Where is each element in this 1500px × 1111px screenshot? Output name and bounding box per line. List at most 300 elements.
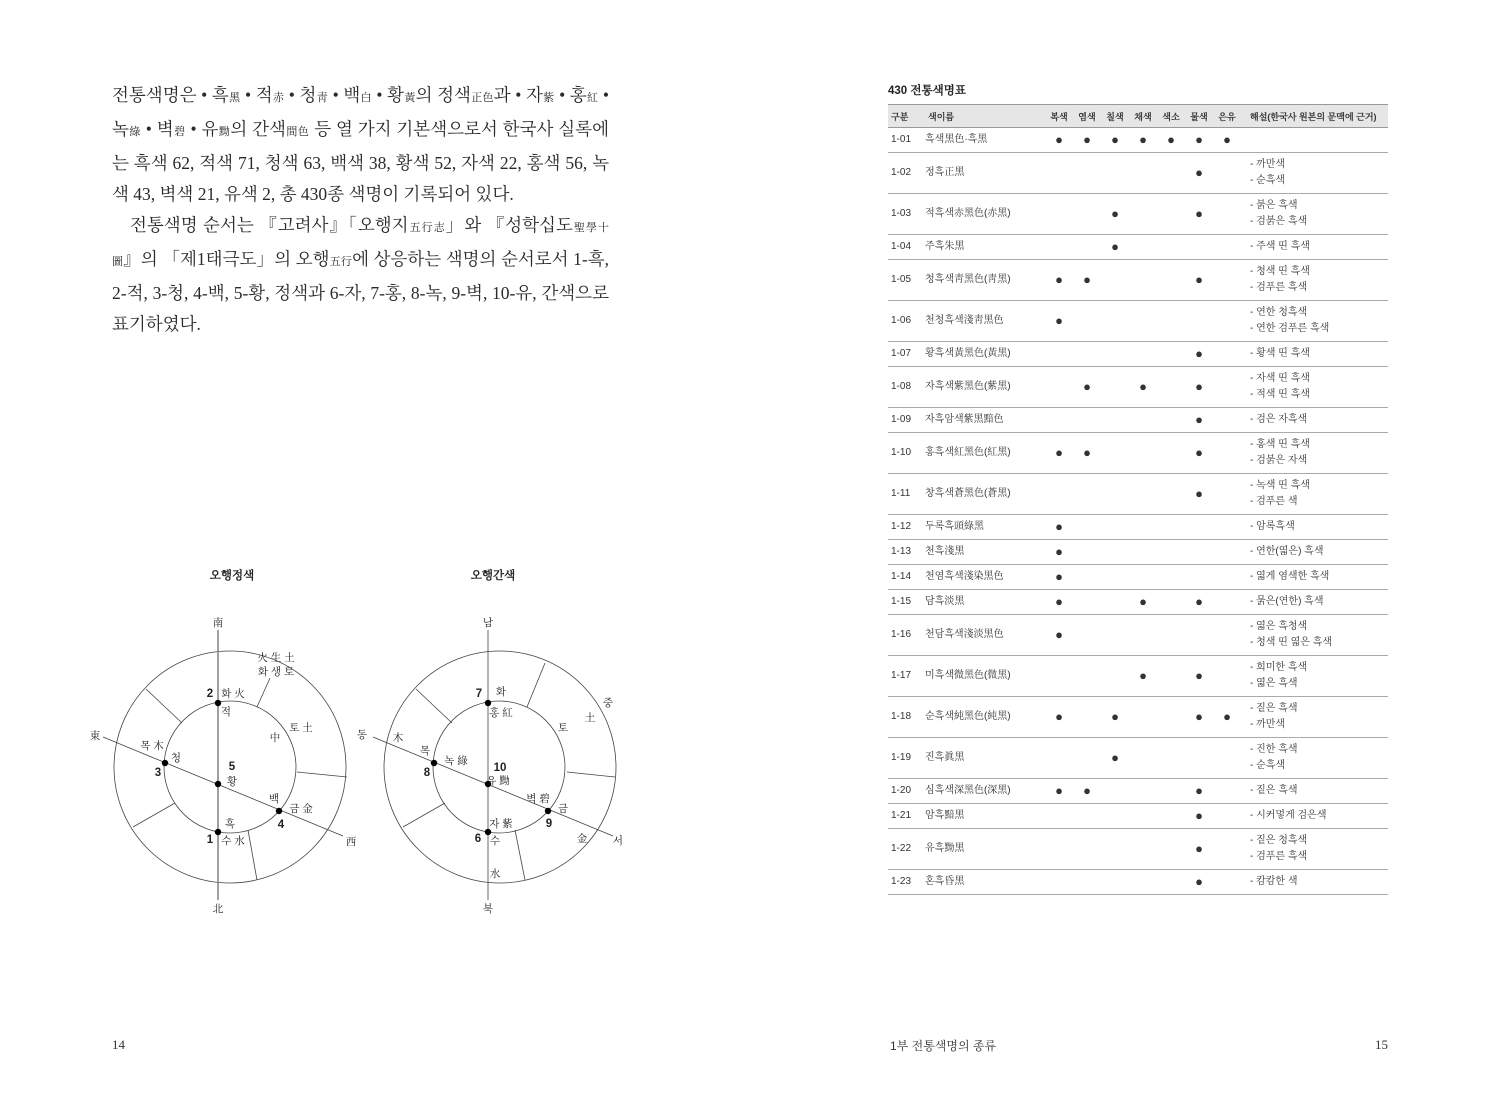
label: 벽 碧 <box>526 793 550 805</box>
usage-mark-복색 <box>1045 474 1073 515</box>
description <box>1241 235 1388 260</box>
color-name: 심흑색深黑色(深黑) <box>925 779 1045 804</box>
usage-mark-채색 <box>1129 342 1157 367</box>
color-name: 천청흑색淺靑黑色 <box>925 301 1045 342</box>
usage-mark-물색: ● <box>1185 474 1213 515</box>
description-line: - 녹색 띤 흑색 <box>1250 480 1310 491</box>
usage-mark-색소 <box>1157 870 1185 895</box>
color-name: 자흑색紫黑色(紫黑) <box>925 367 1045 408</box>
color-name: 천담흑색淺淡黑色 <box>925 615 1045 656</box>
color-name: 황흑색黃黑色(黃黑) <box>925 342 1045 367</box>
usage-mark-염색: ● <box>1073 433 1101 474</box>
hanja-annotation: 五行志 <box>408 222 446 234</box>
usage-mark-채색 <box>1129 301 1157 342</box>
description <box>1241 515 1388 540</box>
description-line: - 짙은 청흑색 <box>1250 835 1308 846</box>
usage-mark-칠색: ● <box>1101 194 1129 235</box>
usage-mark-복색: ● <box>1045 433 1073 474</box>
usage-mark-칠색 <box>1101 474 1129 515</box>
description-line: - 연한 검푸른 흑색 <box>1250 323 1330 334</box>
ring-divider <box>146 689 182 723</box>
usage-mark-은유 <box>1213 779 1241 804</box>
usage-mark-채색: ● <box>1129 656 1157 697</box>
description-line: - 짙은 흑색 <box>1250 703 1298 714</box>
usage-mark-염색 <box>1073 342 1101 367</box>
usage-mark-물색 <box>1185 738 1213 779</box>
description-line: - 검붉은 흑색 <box>1250 216 1308 227</box>
table-row <box>888 367 1388 408</box>
row-code: 1-01 <box>888 128 925 153</box>
row-code: 1-16 <box>888 615 925 656</box>
hanja-annotation: 間色 <box>285 126 310 138</box>
usage-mark-염색 <box>1073 235 1101 260</box>
hanja-annotation: 紫 <box>542 92 555 104</box>
description-line: - 적색 띤 흑색 <box>1250 389 1310 400</box>
usage-mark-은유: ● <box>1213 697 1241 738</box>
usage-mark-색소 <box>1157 565 1185 590</box>
description <box>1241 590 1388 615</box>
diagram-title: 오행간색 <box>470 570 516 582</box>
table-row <box>888 656 1388 697</box>
ring-divider <box>527 663 545 707</box>
ring-divider <box>515 830 525 880</box>
usage-mark-복색: ● <box>1045 697 1073 738</box>
label: 적 <box>220 706 232 718</box>
usage-mark-염색 <box>1073 515 1101 540</box>
description <box>1241 367 1388 408</box>
hanja-annotation: 正色 <box>470 92 494 104</box>
description <box>1241 540 1388 565</box>
usage-mark-염색 <box>1073 153 1101 194</box>
description-line: - 순흑색 <box>1250 760 1286 771</box>
usage-mark-은유 <box>1213 474 1241 515</box>
ring-divider <box>248 830 257 880</box>
text-segment: • 청 <box>284 85 317 105</box>
table-row <box>888 804 1388 829</box>
row-code: 1-17 <box>888 656 925 697</box>
label-number: 9 <box>545 818 553 830</box>
usage-mark-은유 <box>1213 829 1241 870</box>
usage-mark-색소 <box>1157 153 1185 194</box>
usage-mark-색소 <box>1157 738 1185 779</box>
label-north: 北 <box>212 903 224 915</box>
hanja-annotation: 黑 <box>228 92 241 104</box>
usage-mark-물색: ● <box>1185 590 1213 615</box>
description <box>1241 615 1388 656</box>
usage-mark-채색 <box>1129 565 1157 590</box>
color-name: 미흑색微黑色(微黑) <box>925 656 1045 697</box>
color-name: 흑색黑色·흑黑 <box>925 128 1045 153</box>
table-row <box>888 153 1388 194</box>
color-name: 홍흑색紅黑色(紅黑) <box>925 433 1045 474</box>
usage-mark-복색: ● <box>1045 590 1073 615</box>
row-code: 1-18 <box>888 697 925 738</box>
usage-mark-채색 <box>1129 153 1157 194</box>
usage-mark-물색 <box>1185 565 1213 590</box>
usage-mark-은유 <box>1213 590 1241 615</box>
usage-mark-색소 <box>1157 540 1185 565</box>
description-line: - 까만색 <box>1250 719 1286 730</box>
description-line: - 붉은 흑색 <box>1250 200 1298 211</box>
label-number: 8 <box>423 767 431 779</box>
description <box>1241 301 1388 342</box>
usage-mark-채색 <box>1129 260 1157 301</box>
usage-mark-물색: ● <box>1185 697 1213 738</box>
row-code: 1-22 <box>888 829 925 870</box>
usage-mark-색소 <box>1157 260 1185 301</box>
description-line: - 짙은 흑색 <box>1250 785 1298 796</box>
ring-divider <box>297 772 347 777</box>
usage-mark-칠색 <box>1101 870 1129 895</box>
color-name: 적흑색赤黑色(赤黑) <box>925 194 1045 235</box>
row-code: 1-04 <box>888 235 925 260</box>
text-segment: 전통색명 순서는 『고려사』「오행지 <box>130 215 409 235</box>
label: 백 <box>268 793 280 805</box>
table-row <box>888 738 1388 779</box>
usage-mark-복색: ● <box>1045 515 1073 540</box>
usage-mark-물색: ● <box>1185 367 1213 408</box>
color-name: 주흑朱黑 <box>925 235 1045 260</box>
usage-mark-은유 <box>1213 235 1241 260</box>
text-segment: 등 열 가지 기본색으로서 한국사 실록에는 흑색 62, 적색 71, 청색 63, 백색 38, 황색 52, 자색 22, 홍색 56, 녹색 43, 벽색 21, 유색 2, 총 430종 색명이 기록되어 있다. <box>112 119 609 204</box>
usage-mark-색소 <box>1157 804 1185 829</box>
text-segment: 에 상응하는 색명의 순서로서 1-흑, 2-적, 3-청, 4-백, 5-황, 정색과 6-자, 7-홍, 8-녹, 9-벽, 10-유, 간색으로 표기하였다. <box>112 249 610 334</box>
table-row <box>888 870 1388 895</box>
color-name: 청흑색靑黑色(靑黑) <box>925 260 1045 301</box>
text-segment: • 홍 <box>554 85 587 105</box>
description <box>1241 656 1388 697</box>
description-line: - 연한 청흑색 <box>1250 307 1308 318</box>
description-line: - 검푸른 색 <box>1250 496 1298 507</box>
usage-mark-색소 <box>1157 697 1185 738</box>
label: 수 水 <box>221 835 245 847</box>
label: 화 생 토 <box>257 666 295 678</box>
usage-mark-색소 <box>1157 515 1185 540</box>
column-header: 은유 <box>1213 105 1241 128</box>
usage-mark-색소 <box>1157 656 1185 697</box>
label-number: 3 <box>154 767 162 779</box>
east-west-axis <box>103 737 343 836</box>
color-name: 순흑색純黑色(純黑) <box>925 697 1045 738</box>
row-code: 1-03 <box>888 194 925 235</box>
label: 중 <box>602 697 614 709</box>
label: 화 <box>495 686 507 698</box>
row-code: 1-02 <box>888 153 925 194</box>
row-code: 1-15 <box>888 590 925 615</box>
usage-mark-복색: ● <box>1045 128 1073 153</box>
description-line: - 순흑색 <box>1250 175 1286 186</box>
usage-mark-채색 <box>1129 870 1157 895</box>
description <box>1241 260 1388 301</box>
table-row <box>888 301 1388 342</box>
usage-mark-채색 <box>1129 779 1157 804</box>
usage-mark-복색 <box>1045 367 1073 408</box>
description <box>1241 738 1388 779</box>
usage-mark-칠색 <box>1101 829 1129 870</box>
text-segment: • 황 <box>371 85 405 105</box>
description-line: - 검푸른 흑색 <box>1250 851 1308 862</box>
label-south: 南 <box>212 617 224 629</box>
color-name: 천염흑색淺染黑色 <box>925 565 1045 590</box>
description <box>1241 779 1388 804</box>
usage-mark-은유: ● <box>1213 128 1241 153</box>
hanja-annotation: 靑 <box>316 92 328 104</box>
row-code: 1-21 <box>888 804 925 829</box>
usage-mark-색소 <box>1157 474 1185 515</box>
usage-mark-은유 <box>1213 153 1241 194</box>
hanja-annotation: 綠 <box>128 126 141 138</box>
label-number: 7 <box>475 688 483 700</box>
description <box>1241 697 1388 738</box>
text-segment: 」와 『성학십도 <box>445 215 573 235</box>
label: 녹 綠 <box>444 755 468 767</box>
usage-mark-염색 <box>1073 697 1101 738</box>
table-title: 430 전통색명표 <box>888 85 966 97</box>
label: 水 <box>489 868 501 880</box>
usage-mark-복색 <box>1045 342 1073 367</box>
usage-mark-은유 <box>1213 615 1241 656</box>
label: 土 <box>584 712 596 724</box>
color-name: 두록흑頭綠黑 <box>925 515 1045 540</box>
table-row <box>888 540 1388 565</box>
row-code: 1-12 <box>888 515 925 540</box>
usage-mark-복색 <box>1045 656 1073 697</box>
description <box>1241 565 1388 590</box>
usage-mark-염색 <box>1073 474 1101 515</box>
label: 火 生 土 <box>257 652 295 664</box>
hanja-annotation: 白 <box>360 92 372 104</box>
description-line: - 홍색 띤 흑색 <box>1250 439 1310 450</box>
table-row <box>888 697 1388 738</box>
usage-mark-색소 <box>1157 408 1185 433</box>
label-east: 東 <box>89 730 101 742</box>
usage-mark-염색 <box>1073 870 1101 895</box>
description-line: - 검붉은 자색 <box>1250 455 1308 466</box>
hanja-annotation: 碧 <box>173 126 186 138</box>
usage-mark-복색: ● <box>1045 615 1073 656</box>
label: 유 黝 <box>486 775 510 787</box>
color-name-table <box>888 104 1388 895</box>
usage-mark-복색: ● <box>1045 301 1073 342</box>
table-body <box>888 128 1388 895</box>
label-west: 서 <box>612 835 624 847</box>
description-line: - 엷은 흑청색 <box>1250 621 1308 632</box>
usage-mark-칠색 <box>1101 515 1129 540</box>
row-code: 1-08 <box>888 367 925 408</box>
usage-mark-칠색 <box>1101 367 1129 408</box>
row-code: 1-11 <box>888 474 925 515</box>
usage-mark-물색: ● <box>1185 829 1213 870</box>
hanja-annotation: 黃 <box>404 92 416 104</box>
usage-mark-채색 <box>1129 474 1157 515</box>
usage-mark-염색 <box>1073 540 1101 565</box>
usage-mark-염색 <box>1073 301 1101 342</box>
row-code: 1-14 <box>888 565 925 590</box>
usage-mark-칠색: ● <box>1101 738 1129 779</box>
hanja-annotation: 五行 <box>329 256 353 268</box>
usage-mark-채색 <box>1129 235 1157 260</box>
usage-mark-은유 <box>1213 408 1241 433</box>
label-number: 4 <box>277 819 285 831</box>
label: 홍 紅 <box>489 707 513 719</box>
usage-mark-염색 <box>1073 829 1101 870</box>
column-header: 구분 <box>888 105 925 128</box>
usage-mark-물색: ● <box>1185 194 1213 235</box>
usage-mark-채색 <box>1129 515 1157 540</box>
usage-mark-복색: ● <box>1045 779 1073 804</box>
label: 토 <box>557 722 569 734</box>
description-line: - 희미한 흑색 <box>1250 662 1308 673</box>
usage-mark-칠색: ● <box>1101 697 1129 738</box>
description-line: - 검푸른 흑색 <box>1250 282 1308 293</box>
usage-mark-색소 <box>1157 367 1185 408</box>
usage-mark-물색: ● <box>1185 870 1213 895</box>
diagram-intermediate-colors <box>357 568 623 915</box>
label: 청 <box>170 752 182 764</box>
usage-mark-색소 <box>1157 342 1185 367</box>
usage-mark-색소 <box>1157 779 1185 804</box>
point-7 <box>485 700 491 706</box>
usage-mark-색소: ● <box>1157 128 1185 153</box>
point-3 <box>162 760 168 766</box>
usage-mark-칠색 <box>1101 342 1129 367</box>
row-code: 1-13 <box>888 540 925 565</box>
usage-mark-칠색 <box>1101 656 1129 697</box>
usage-mark-복색 <box>1045 235 1073 260</box>
ring-divider <box>403 803 445 827</box>
column-header: 복색 <box>1045 105 1073 128</box>
row-code: 1-10 <box>888 433 925 474</box>
description <box>1241 342 1388 367</box>
text-segment: 과 • 자 <box>493 85 543 105</box>
usage-mark-칠색 <box>1101 433 1129 474</box>
label-number: 5 <box>228 761 236 773</box>
row-code: 1-06 <box>888 301 925 342</box>
label: 金 <box>576 833 588 845</box>
usage-mark-물색: ● <box>1185 260 1213 301</box>
usage-mark-복색: ● <box>1045 565 1073 590</box>
label: 木 <box>392 732 404 744</box>
label: 수 <box>489 835 501 847</box>
text-segment: • 적 <box>240 85 273 105</box>
usage-mark-은유 <box>1213 656 1241 697</box>
description-line: - 청색 띤 흑색 <box>1250 266 1310 277</box>
usage-mark-은유 <box>1213 515 1241 540</box>
usage-mark-채색 <box>1129 433 1157 474</box>
usage-mark-칠색 <box>1101 260 1129 301</box>
table-row <box>888 590 1388 615</box>
label-number: 2 <box>206 688 214 700</box>
usage-mark-은유 <box>1213 367 1241 408</box>
row-code: 1-05 <box>888 260 925 301</box>
usage-mark-색소 <box>1157 194 1185 235</box>
usage-mark-염색 <box>1073 565 1101 590</box>
text-segment: • 백 <box>327 85 361 105</box>
point-8 <box>431 760 437 766</box>
usage-mark-채색 <box>1129 697 1157 738</box>
usage-mark-물색 <box>1185 540 1213 565</box>
usage-mark-물색 <box>1185 515 1213 540</box>
label: 中 <box>269 732 281 744</box>
usage-mark-은유 <box>1213 301 1241 342</box>
usage-mark-물색 <box>1185 301 1213 342</box>
usage-mark-칠색: ● <box>1101 235 1129 260</box>
table-row <box>888 342 1388 367</box>
usage-mark-염색 <box>1073 804 1101 829</box>
description-line: - 황색 띤 흑색 <box>1250 348 1310 359</box>
usage-mark-물색: ● <box>1185 656 1213 697</box>
usage-mark-복색: ● <box>1045 540 1073 565</box>
description <box>1241 153 1388 194</box>
usage-mark-칠색 <box>1101 615 1129 656</box>
usage-mark-물색: ● <box>1185 342 1213 367</box>
table-header-row <box>888 105 1388 128</box>
color-name: 창흑색蒼黑色(蒼黑) <box>925 474 1045 515</box>
table-row <box>888 260 1388 301</box>
text-segment: 』의 「제1태극도」의 오행 <box>123 249 330 269</box>
label: 화 火 <box>221 688 245 700</box>
column-header: 색소 <box>1157 105 1185 128</box>
ring-divider <box>567 772 615 777</box>
label: 목 <box>419 745 431 757</box>
usage-mark-염색 <box>1073 656 1101 697</box>
color-name: 암흑黯黑 <box>925 804 1045 829</box>
description <box>1241 408 1388 433</box>
text-segment: 전통색명은 • 흑 <box>112 85 229 105</box>
row-code: 1-20 <box>888 779 925 804</box>
ring-divider <box>133 803 175 827</box>
usage-mark-복색 <box>1045 408 1073 433</box>
usage-mark-칠색 <box>1101 565 1129 590</box>
usage-mark-물색: ● <box>1185 128 1213 153</box>
usage-mark-채색 <box>1129 615 1157 656</box>
usage-mark-채색 <box>1129 194 1157 235</box>
usage-mark-채색: ● <box>1129 128 1157 153</box>
text-segment: • 녹 <box>112 85 610 139</box>
point-5 <box>215 781 221 787</box>
diagram-title: 오행정색 <box>209 570 255 582</box>
usage-mark-복색 <box>1045 738 1073 779</box>
column-header: 물색 <box>1185 105 1213 128</box>
usage-mark-색소 <box>1157 235 1185 260</box>
usage-mark-염색 <box>1073 738 1101 779</box>
ring-divider <box>416 689 452 723</box>
running-head: 1부 전통색명의 종류 <box>890 1039 997 1053</box>
color-name: 유흑黝黑 <box>925 829 1045 870</box>
text-segment: 의 정색 <box>415 85 471 105</box>
label-number: 1 <box>206 834 214 846</box>
table-row <box>888 128 1388 153</box>
column-header: 색이름 <box>925 105 1045 128</box>
usage-mark-채색 <box>1129 804 1157 829</box>
row-code: 1-09 <box>888 408 925 433</box>
table-row <box>888 515 1388 540</box>
point-9 <box>545 808 551 814</box>
description-line: - 자색 띤 흑색 <box>1250 373 1310 384</box>
usage-mark-염색: ● <box>1073 128 1101 153</box>
column-header: 칠색 <box>1101 105 1129 128</box>
usage-mark-은유 <box>1213 565 1241 590</box>
table-row <box>888 408 1388 433</box>
label-north: 북 <box>482 903 494 915</box>
description-line: - 연한(엷은) 흑색 <box>1250 546 1324 557</box>
usage-mark-은유 <box>1213 870 1241 895</box>
color-name: 천흑淺黑 <box>925 540 1045 565</box>
description-line: - 진한 흑색 <box>1250 744 1298 755</box>
label-west: 西 <box>345 836 357 848</box>
usage-mark-은유 <box>1213 738 1241 779</box>
usage-mark-칠색: ● <box>1101 128 1129 153</box>
